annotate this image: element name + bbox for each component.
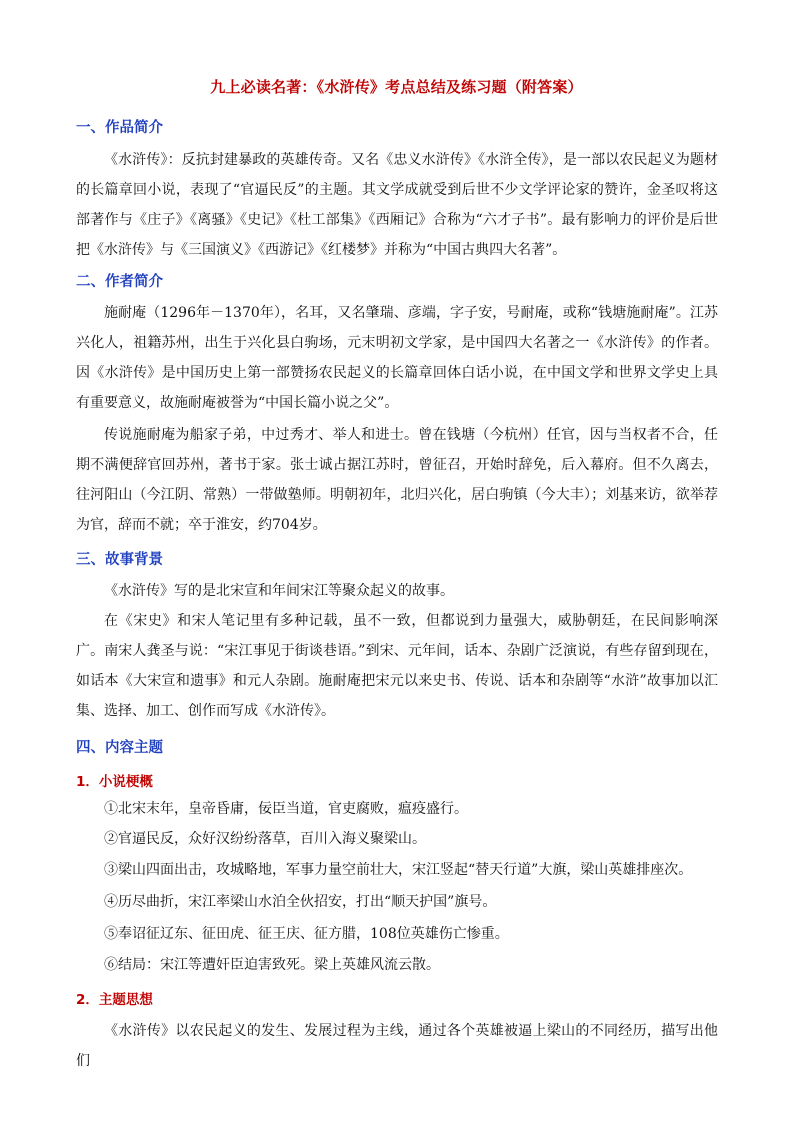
synopsis-item: ①北宋末年，皇帝昏庸，佞臣当道，官吏腐败，瘟疫盛行。 xyxy=(104,801,468,817)
synopsis-item: ②官逼民反，众好汉纷纷落草，百川入海义聚梁山。 xyxy=(104,831,426,847)
author-paragraph-2: 传说施耐庵为船家子弟，中过秀才、举人和进士。曾在钱塘（今杭州）任官，因与当权者不合，任期不满便辞官回苏州，著书于家。张士诚占据江苏时，曾征召，开始时辞免，后入幕府。但不久离去，往河阳山（今江阴、常熟）一带做塾师。明朝初年，北归兴化，居白驹镇（今大丰）；刘基来访，欲举荐为官，辞而不就；卒于淮安，约704岁。 xyxy=(76,427,718,533)
theme-paragraph-clip xyxy=(76,1016,718,1069)
section-heading-author: 二、作者简介 xyxy=(76,274,163,290)
synopsis-item: ③梁山四面出击，攻城略地，军事力量空前壮大，宋江竖起“替天行道”大旗，梁山英雄排座次。 xyxy=(104,862,693,878)
background-paragraph-1: 《水浒传》写的是北宋宣和年间宋江等聚众起义的故事。 xyxy=(104,583,454,599)
synopsis-item: ④历尽曲折，宋江率梁山水泊全伙招安，打出“顺天护国”旗号。 xyxy=(104,894,497,910)
sub-heading-theme: 2．主题思想 xyxy=(76,992,153,1008)
sub-heading-synopsis: 1．小说梗概 xyxy=(76,774,153,790)
author-paragraph-1: 施耐庵（1296年－1370年），名耳，又名肇瑞、彦端，字子安，号耐庵，或称“钱塘施耐庵”。江苏兴化人，祖籍苏州，出生于兴化县白驹场，元末明初文学家，是中国四大名著之一《水浒传》的作者。因《水浒传》是中国历史上第一部赞扬农民起义的长篇章回体白话小说，在中国文学和世界文学史上具有重要意义，故施耐庵被誉为“中国长篇小说之父”。 xyxy=(76,305,718,411)
intro-paragraph: 《水浒传》：反抗封建暴政的英雄传奇。又名《忠义水浒传》《水浒全传》，是一部以农民起义为题材的长篇章回小说，表现了“官逼民反”的主题。其文学成就受到后世不少文学评论家的赞许，金圣叹将这部著作与《庄子》《离骚》《史记》《杜工部集》《西厢记》合称为“六才子书”。最有影响力的评价是后世把《水浒传》与《三国演义》《西游记》《红楼梦》并称为“中国古典四大名著”。 xyxy=(76,152,718,258)
section-heading-content: 四、内容主题 xyxy=(76,740,163,756)
section-heading-intro: 一、作品简介 xyxy=(76,120,163,136)
document-title: 九上必读名著：《水浒传》考点总结及练习题（附答案） xyxy=(210,78,583,96)
background-paragraph-2: 在《宋史》和宋人笔记里有多种记载，虽不一致，但都说到力量强大，威胁朝廷，在民间影响深广。南宋人龚圣与说：“宋江事见于街谈巷语。”到宋、元年间，话本、杂剧广泛演说，有些存留到现在，如话本《大宋宣和遗事》和元人杂剧。施耐庵把宋元以来史书、传说、话本和杂剧等“水浒”故事加以汇集、选择、加工、创作而写成《水浒传》。 xyxy=(76,613,718,719)
synopsis-item: ⑤奉诏征辽东、征田虎、征王庆、征方腊，108位英雄伤亡惨重。 xyxy=(104,926,509,942)
section-heading-background: 三、故事背景 xyxy=(76,552,163,568)
theme-paragraph: 《水浒传》以农民起义的发生、发展过程为主线，通过各个英雄被逼上梁山的不同经历，描写出他们 xyxy=(76,1023,718,1069)
synopsis-item: ⑥结局：宋江等遭奸臣迫害致死。梁上英雄风流云散。 xyxy=(104,957,440,973)
